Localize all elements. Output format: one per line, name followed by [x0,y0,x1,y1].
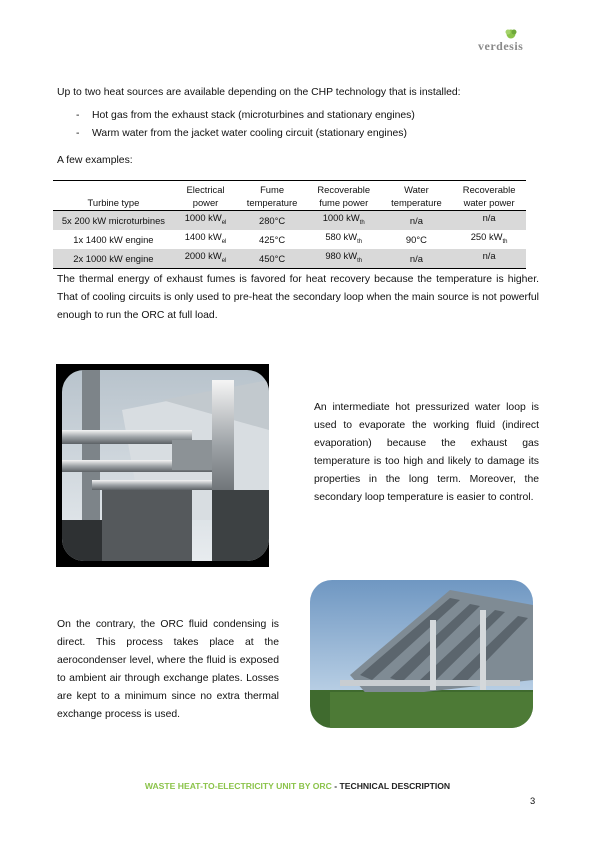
cell-fume-power: 980 $kW_{th}$ [307,249,381,268]
logo-text: verdesis [478,39,524,53]
aerocondenser-photo [310,580,533,728]
bullet-dash: - [76,110,80,121]
col-header-fume-temp: Fume temperature [237,181,307,211]
col-header-power: Electrical power [174,181,237,211]
cell-fume-temp: 425°C [258,233,286,245]
condensing-paragraph: On the contrary, the ORC fluid condensing is direct. This process takes place at the aerocondenser level, where the fluid is exposed to ambient air through exchange plates. Losses are kept to a minimum since no extra thermal exchange process is used. [57,619,279,720]
cell-fume-power: 580 $kW_{th}$ [325,230,363,245]
cell-water-temp: 90°C [405,233,427,245]
bullet-dash: - [76,128,80,139]
cell-water-power: n/a [452,249,526,268]
col-header-water-power: Recoverable water power [452,181,526,211]
footer-title: WASTE HEAT-TO-ELECTRICITY UNIT BY ORC [144,781,332,791]
bullet-text: Hot gas from the exhaust stack (microturbines and stationary engines) [92,110,415,121]
cell-fume-temp: 450°C [237,249,307,268]
intermediate-loop-paragraph: An intermediate hot pressurized water loop is used to evaporate the working fluid (indirect evaporation) because the exhaust gas temperature is too high and likely to damage its properties in the long term. Moreover, the secondary loop temperature is easier to control. [314,402,539,503]
table-row [53,211,526,230]
heat-source-table [53,180,526,269]
cell-water-temp: n/a [409,214,423,226]
footer-separator: - [334,781,338,791]
col-header-type: Turbine type [53,181,174,211]
cell-fume-temp: 280°C [258,214,286,226]
cell-water-power: 250 $kW_{th}$ [470,230,508,245]
col-header-fume-power: Recoverable fume power [307,181,381,211]
cell-water-temp: n/a [381,249,453,268]
bullet-text: Warm water from the jacket water cooling circuit (stationary engines) [92,128,407,139]
cell-power: 1000 $kW_{el}$ [184,212,227,226]
cell-type: 1x 1400 kW engine [73,233,154,245]
thermal-paragraph: The thermal energy of exhaust fumes is favored for heat recovery because the temperature is higher. That of cooling circuits is only used to pre-heat the secondary loop when the main source is not powerful enough to run the ORC at full load. [57,274,539,321]
table-header-row [53,181,526,211]
bullet-item [76,128,407,139]
heat-exchanger-photo [56,364,269,567]
cell-power: 2000 $kW_{el}$ [174,249,237,268]
intro-text: Up to two heat sources are available depending on the CHP technology that is installed: [57,87,461,98]
bullet-item [76,110,415,121]
verdesis-logo [478,28,540,52]
cell-power: 1400 $kW_{el}$ [184,230,227,245]
page-number: 3 [530,795,536,806]
footer-subtitle: TECHNICAL DESCRIPTION [339,781,451,791]
table-row [53,249,526,268]
examples-label: A few examples: [57,155,133,166]
cell-water-power: n/a [482,212,496,223]
cell-type: 2x 1000 kW engine [53,249,174,268]
page-footer [0,781,595,791]
cell-fume-power: 1000 $kW_{th}$ [322,212,365,226]
table-row [53,230,526,249]
cell-type: 5x 200 kW microturbines [61,214,165,226]
col-header-water-temp: Water temperature [381,181,453,211]
